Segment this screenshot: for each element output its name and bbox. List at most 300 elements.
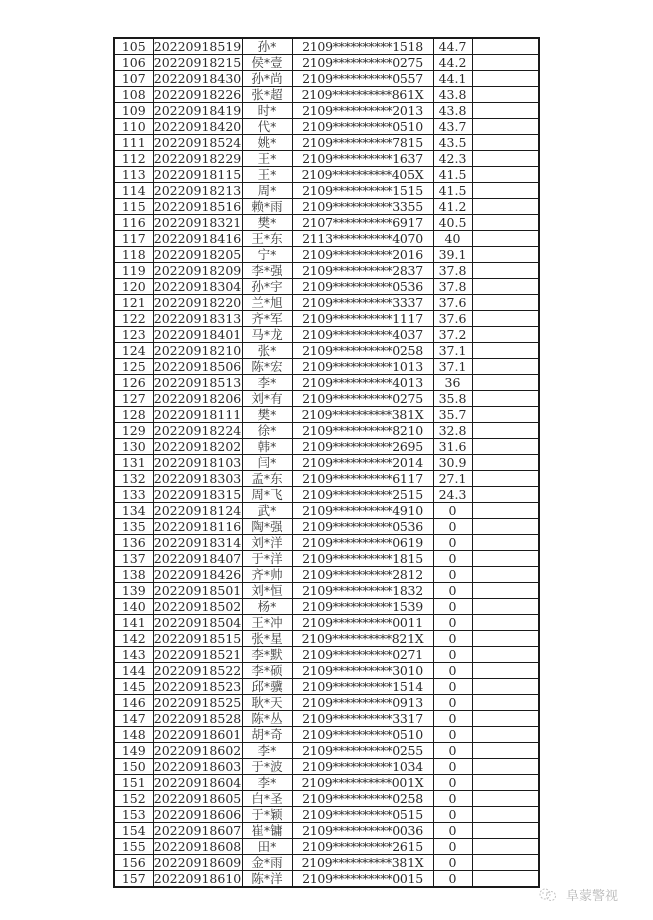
seq-cell: 147 (114, 711, 153, 727)
id-number-cell: 2109**********1117 (292, 311, 433, 327)
exam-number-cell: 20220918124 (153, 503, 242, 518)
remark-cell (472, 375, 539, 391)
name-cell: 王* (242, 151, 292, 167)
name-cell: 刘*恒 (242, 583, 292, 599)
exam-number-cell: 20220918303 (153, 471, 242, 486)
seq-cell: 124 (114, 343, 153, 359)
name-cell: 李* (242, 743, 292, 759)
table-row (114, 423, 539, 439)
score-cell: 24.3 (433, 487, 472, 503)
score-cell: 37.8 (433, 263, 472, 279)
id-number-cell: 2109**********0275 (292, 391, 433, 407)
exam-number-cell: 20220918210 (153, 343, 242, 358)
remark-cell (472, 807, 539, 823)
exam-number-cell: 20220918304 (153, 279, 242, 294)
remark-cell (472, 727, 539, 743)
table-row (114, 455, 539, 471)
table-row (114, 199, 539, 215)
table-row (114, 615, 539, 631)
name-cell: 樊* (242, 215, 292, 231)
remark-cell (472, 38, 539, 55)
seq-cell: 154 (114, 823, 153, 839)
table-row (114, 103, 539, 119)
score-cell: 0 (433, 695, 472, 711)
score-cell: 0 (433, 791, 472, 807)
table-row (114, 135, 539, 151)
watermark (538, 885, 618, 904)
score-cell: 37.1 (433, 359, 472, 375)
remark-cell (472, 359, 539, 375)
score-cell: 36 (433, 375, 472, 391)
score-cell: 0 (433, 807, 472, 823)
score-cell: 39.1 (433, 247, 472, 263)
id-number-cell: 2109**********4037 (292, 327, 433, 343)
table-row (114, 183, 539, 199)
remark-cell (472, 599, 539, 615)
table-body (114, 38, 539, 887)
table-row (114, 775, 539, 791)
id-number-cell: 2107**********6917 (292, 215, 433, 231)
score-cell: 0 (433, 631, 472, 647)
table-row (114, 375, 539, 391)
score-cell: 0 (433, 855, 472, 871)
seq-cell: 110 (114, 119, 153, 135)
name-cell: 徐* (242, 423, 292, 439)
seq-cell: 143 (114, 647, 153, 663)
table-row (114, 871, 539, 888)
name-cell: 赖*雨 (242, 199, 292, 215)
remark-cell (472, 279, 539, 295)
id-number-cell: 2113**********4070 (292, 231, 433, 247)
table-row (114, 247, 539, 263)
table-row (114, 727, 539, 743)
seq-cell: 114 (114, 183, 153, 199)
exam-number-cell: 20220918213 (153, 183, 242, 198)
name-cell: 闫* (242, 455, 292, 471)
remark-cell (472, 839, 539, 855)
name-cell: 李*强 (242, 263, 292, 279)
remark-cell (472, 391, 539, 407)
table-row (114, 567, 539, 583)
name-cell: 李*硕 (242, 663, 292, 679)
score-cell: 43.8 (433, 103, 472, 119)
score-cell: 0 (433, 519, 472, 535)
exam-number-cell: 20220918420 (153, 119, 242, 134)
id-number-cell: 2109**********2014 (292, 455, 433, 471)
exam-number-cell: 20220918524 (153, 135, 242, 150)
exam-number-cell: 20220918519 (153, 39, 242, 54)
exam-number-cell: 20220918506 (153, 359, 242, 374)
id-number-cell: 2109**********2615 (292, 839, 433, 855)
remark-cell (472, 407, 539, 423)
score-cell: 0 (433, 839, 472, 855)
score-cell: 44.7 (433, 38, 472, 55)
seq-cell: 136 (114, 535, 153, 551)
table-row (114, 279, 539, 295)
table-row (114, 807, 539, 823)
exam-number-cell: 20220918605 (153, 791, 242, 806)
name-cell: 李* (242, 375, 292, 391)
table-row (114, 439, 539, 455)
score-cell: 0 (433, 775, 472, 791)
table-row (114, 759, 539, 775)
table-row (114, 711, 539, 727)
remark-cell (472, 855, 539, 871)
table-row (114, 87, 539, 103)
name-cell: 韩* (242, 439, 292, 455)
name-cell: 陶*强 (242, 519, 292, 535)
table-row (114, 503, 539, 519)
table-row (114, 327, 539, 343)
remark-cell (472, 711, 539, 727)
exam-number-cell: 20220918116 (153, 519, 242, 534)
name-cell: 齐*军 (242, 311, 292, 327)
seq-cell: 120 (114, 279, 153, 295)
id-number-cell: 2109**********0015 (292, 871, 433, 888)
seq-cell: 117 (114, 231, 153, 247)
name-cell: 王*冲 (242, 615, 292, 631)
remark-cell (472, 679, 539, 695)
seq-cell: 121 (114, 295, 153, 311)
seq-cell: 139 (114, 583, 153, 599)
id-number-cell: 2109**********0510 (292, 727, 433, 743)
exam-number-cell: 20220918416 (153, 231, 242, 246)
name-cell: 胡*奇 (242, 727, 292, 743)
seq-cell: 140 (114, 599, 153, 615)
score-cell: 41.2 (433, 199, 472, 215)
seq-cell: 155 (114, 839, 153, 855)
seq-cell: 109 (114, 103, 153, 119)
score-cell: 0 (433, 583, 472, 599)
exam-number-cell: 20220918502 (153, 599, 242, 614)
id-number-cell: 2109**********381X (292, 407, 433, 423)
score-cell: 31.6 (433, 439, 472, 455)
remark-cell (472, 439, 539, 455)
name-cell: 白*圣 (242, 791, 292, 807)
name-cell: 杨* (242, 599, 292, 615)
table-row (114, 215, 539, 231)
name-cell: 陈*丛 (242, 711, 292, 727)
seq-cell: 128 (114, 407, 153, 423)
exam-number-cell: 20220918525 (153, 695, 242, 710)
exam-number-cell: 20220918315 (153, 487, 242, 502)
results-table (113, 37, 540, 888)
id-number-cell: 2109**********0271 (292, 647, 433, 663)
remark-cell (472, 615, 539, 631)
remark-cell (472, 311, 539, 327)
id-number-cell: 2109**********0913 (292, 695, 433, 711)
remark-cell (472, 631, 539, 647)
name-cell: 周*飞 (242, 487, 292, 503)
score-cell: 0 (433, 823, 472, 839)
id-number-cell: 2109**********3010 (292, 663, 433, 679)
table-row (114, 311, 539, 327)
id-number-cell: 2109**********2812 (292, 567, 433, 583)
exam-number-cell: 20220918515 (153, 631, 242, 646)
name-cell: 武* (242, 503, 292, 519)
table-row (114, 295, 539, 311)
exam-number-cell: 20220918602 (153, 743, 242, 758)
id-number-cell: 2109**********0619 (292, 535, 433, 551)
table-row (114, 407, 539, 423)
exam-number-cell: 20220918314 (153, 535, 242, 550)
seq-cell: 152 (114, 791, 153, 807)
score-cell: 35.7 (433, 407, 472, 423)
remark-cell (472, 327, 539, 343)
seq-cell: 151 (114, 775, 153, 791)
name-cell: 樊* (242, 407, 292, 423)
seq-cell: 144 (114, 663, 153, 679)
id-number-cell: 2109**********1515 (292, 183, 433, 199)
id-number-cell: 2109**********381X (292, 855, 433, 871)
name-cell: 宁* (242, 247, 292, 263)
remark-cell (472, 215, 539, 231)
id-number-cell: 2109**********0036 (292, 823, 433, 839)
score-cell: 42.3 (433, 151, 472, 167)
id-number-cell: 2109**********1514 (292, 679, 433, 695)
seq-cell: 112 (114, 151, 153, 167)
score-cell: 32.8 (433, 423, 472, 439)
exam-number-cell: 20220918226 (153, 87, 242, 102)
table-row (114, 119, 539, 135)
id-number-cell: 2109**********6117 (292, 471, 433, 487)
seq-cell: 142 (114, 631, 153, 647)
name-cell: 孟*东 (242, 471, 292, 487)
seq-cell: 122 (114, 311, 153, 327)
score-cell: 40 (433, 231, 472, 247)
remark-cell (472, 647, 539, 663)
name-cell: 孙*尚 (242, 71, 292, 87)
remark-cell (472, 519, 539, 535)
name-cell: 李*默 (242, 647, 292, 663)
score-cell: 0 (433, 567, 472, 583)
name-cell: 崔*镛 (242, 823, 292, 839)
exam-number-cell: 20220918321 (153, 215, 242, 230)
table-row (114, 55, 539, 71)
exam-number-cell: 20220918224 (153, 423, 242, 438)
table-row (114, 855, 539, 871)
table-row (114, 599, 539, 615)
id-number-cell: 2109**********821X (292, 631, 433, 647)
wechat-official-account-icon (538, 888, 558, 902)
score-cell: 0 (433, 615, 472, 631)
exam-number-cell: 20220918522 (153, 663, 242, 678)
seq-cell: 134 (114, 503, 153, 519)
score-cell: 43.5 (433, 135, 472, 151)
seq-cell: 111 (114, 135, 153, 151)
remark-cell (472, 55, 539, 71)
remark-cell (472, 71, 539, 87)
name-cell: 周* (242, 183, 292, 199)
id-number-cell: 2109**********2837 (292, 263, 433, 279)
id-number-cell: 2109**********1815 (292, 551, 433, 567)
exam-number-cell: 20220918115 (153, 167, 242, 182)
score-cell: 0 (433, 663, 472, 679)
score-cell: 0 (433, 711, 472, 727)
name-cell: 孙*宇 (242, 279, 292, 295)
remark-cell (472, 759, 539, 775)
seq-cell: 145 (114, 679, 153, 695)
table-row (114, 71, 539, 87)
id-number-cell: 2109**********1518 (292, 38, 433, 55)
seq-cell: 149 (114, 743, 153, 759)
exam-number-cell: 20220918419 (153, 103, 242, 118)
table-row (114, 167, 539, 183)
table-row (114, 647, 539, 663)
remark-cell (472, 567, 539, 583)
exam-number-cell: 20220918513 (153, 375, 242, 390)
id-number-cell: 2109**********405X (292, 167, 433, 183)
remark-cell (472, 295, 539, 311)
score-cell: 0 (433, 647, 472, 663)
score-cell: 44.2 (433, 55, 472, 71)
name-cell: 邱*骥 (242, 679, 292, 695)
exam-number-cell: 20220918215 (153, 55, 242, 70)
table-row (114, 743, 539, 759)
remark-cell (472, 199, 539, 215)
remark-cell (472, 231, 539, 247)
id-number-cell: 2109**********7815 (292, 135, 433, 151)
name-cell: 王*东 (242, 231, 292, 247)
remark-cell (472, 183, 539, 199)
name-cell: 马*龙 (242, 327, 292, 343)
exam-number-cell: 20220918426 (153, 567, 242, 582)
remark-cell (472, 823, 539, 839)
exam-number-cell: 20220918604 (153, 775, 242, 790)
name-cell: 侯*壹 (242, 55, 292, 71)
score-cell: 40.5 (433, 215, 472, 231)
name-cell: 张*星 (242, 631, 292, 647)
seq-cell: 123 (114, 327, 153, 343)
seq-cell: 153 (114, 807, 153, 823)
exam-number-cell: 20220918103 (153, 455, 242, 470)
seq-cell: 126 (114, 375, 153, 391)
score-cell: 0 (433, 551, 472, 567)
table-row (114, 839, 539, 855)
score-cell: 37.2 (433, 327, 472, 343)
id-number-cell: 2109**********1034 (292, 759, 433, 775)
exam-number-cell: 20220918610 (153, 871, 242, 886)
exam-number-cell: 20220918407 (153, 551, 242, 566)
id-number-cell: 2109**********861X (292, 87, 433, 103)
seq-cell: 108 (114, 87, 153, 103)
score-cell: 30.9 (433, 455, 472, 471)
id-number-cell: 2109**********4013 (292, 375, 433, 391)
remark-cell (472, 87, 539, 103)
id-number-cell: 2109**********3337 (292, 295, 433, 311)
exam-number-cell: 20220918430 (153, 71, 242, 86)
score-cell: 37.6 (433, 295, 472, 311)
id-number-cell: 2109**********0510 (292, 119, 433, 135)
score-cell: 41.5 (433, 167, 472, 183)
id-number-cell: 2109**********0536 (292, 279, 433, 295)
remark-cell (472, 119, 539, 135)
table-row (114, 519, 539, 535)
name-cell: 孙* (242, 38, 292, 55)
exam-number-cell: 20220918202 (153, 439, 242, 454)
seq-cell: 127 (114, 391, 153, 407)
score-cell: 0 (433, 599, 472, 615)
name-cell: 兰*旭 (242, 295, 292, 311)
seq-cell: 150 (114, 759, 153, 775)
id-number-cell: 2109**********8210 (292, 423, 433, 439)
seq-cell: 106 (114, 55, 153, 71)
exam-number-cell: 20220918516 (153, 199, 242, 214)
score-cell: 41.5 (433, 183, 472, 199)
exam-number-cell: 20220918313 (153, 311, 242, 326)
score-cell: 0 (433, 503, 472, 519)
name-cell: 于*波 (242, 759, 292, 775)
name-cell: 张*超 (242, 87, 292, 103)
score-cell: 37.6 (433, 311, 472, 327)
watermark-text: 阜蒙警视 (566, 889, 619, 904)
seq-cell: 135 (114, 519, 153, 535)
exam-number-cell: 20220918523 (153, 679, 242, 694)
seq-cell: 125 (114, 359, 153, 375)
name-cell: 陈*宏 (242, 359, 292, 375)
remark-cell (472, 695, 539, 711)
seq-cell: 138 (114, 567, 153, 583)
remark-cell (472, 791, 539, 807)
exam-number-cell: 20220918609 (153, 855, 242, 870)
name-cell: 金*雨 (242, 855, 292, 871)
id-number-cell: 2109**********0275 (292, 55, 433, 71)
table-row (114, 551, 539, 567)
score-cell: 0 (433, 535, 472, 551)
score-cell: 0 (433, 743, 472, 759)
name-cell: 刘*有 (242, 391, 292, 407)
seq-cell: 141 (114, 615, 153, 631)
id-number-cell: 2109**********0557 (292, 71, 433, 87)
exam-number-cell: 20220918607 (153, 823, 242, 838)
score-cell: 35.8 (433, 391, 472, 407)
score-cell: 0 (433, 727, 472, 743)
score-cell: 0 (433, 759, 472, 775)
name-cell: 代* (242, 119, 292, 135)
name-cell: 田* (242, 839, 292, 855)
remark-cell (472, 135, 539, 151)
seq-cell: 130 (114, 439, 153, 455)
name-cell: 于*洋 (242, 551, 292, 567)
remark-cell (472, 343, 539, 359)
seq-cell: 132 (114, 471, 153, 487)
seq-cell: 115 (114, 199, 153, 215)
exam-number-cell: 20220918401 (153, 327, 242, 342)
exam-number-cell: 20220918608 (153, 839, 242, 854)
name-cell: 时* (242, 103, 292, 119)
exam-number-cell: 20220918603 (153, 759, 242, 774)
table-row (114, 695, 539, 711)
id-number-cell: 2109**********1832 (292, 583, 433, 599)
seq-cell: 107 (114, 71, 153, 87)
seq-cell: 156 (114, 855, 153, 871)
seq-cell: 148 (114, 727, 153, 743)
exam-number-cell: 20220918111 (153, 407, 242, 422)
seq-cell: 105 (114, 38, 153, 55)
remark-cell (472, 487, 539, 503)
id-number-cell: 2109**********2515 (292, 487, 433, 503)
table-row (114, 359, 539, 375)
exam-number-cell: 20220918601 (153, 727, 242, 742)
exam-number-cell: 20220918209 (153, 263, 242, 278)
table-row (114, 391, 539, 407)
remark-cell (472, 151, 539, 167)
remark-cell (472, 423, 539, 439)
id-number-cell: 2109**********0255 (292, 743, 433, 759)
exam-number-cell: 20220918220 (153, 295, 242, 310)
seq-cell: 157 (114, 871, 153, 888)
seq-cell: 146 (114, 695, 153, 711)
